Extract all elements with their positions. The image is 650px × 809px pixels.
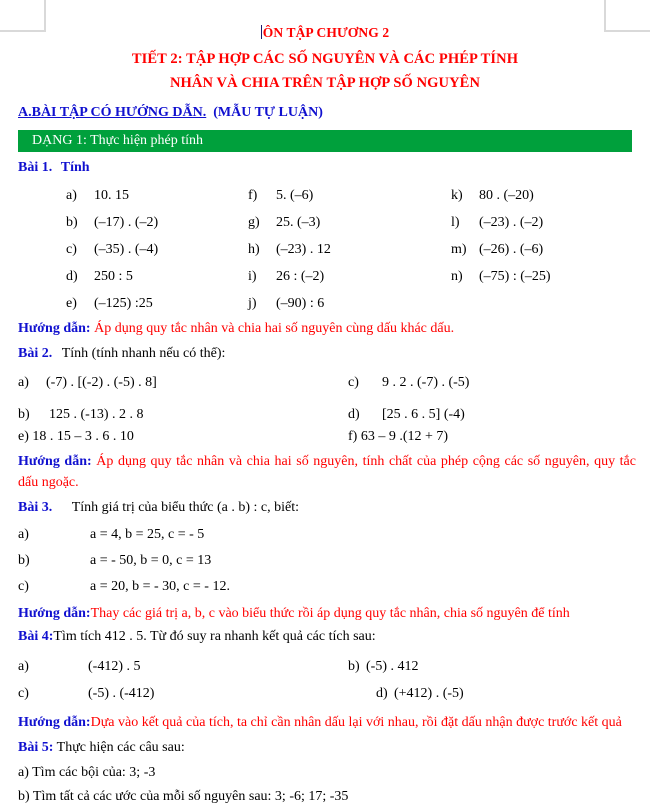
bai1-item-a-expr: 10. 15 bbox=[94, 188, 129, 203]
bai3-label: Bài 3. bbox=[18, 500, 53, 515]
bai1-item-e-label: e) bbox=[66, 296, 77, 311]
bai2-hint-label: Hướng dẫn: bbox=[18, 454, 92, 469]
bai1-item-h-expr: (–23) . 12 bbox=[276, 242, 331, 257]
bai1-item-n-expr: (–75) : (–25) bbox=[479, 269, 551, 284]
bai1-item-j-expr: (–90) : 6 bbox=[276, 296, 325, 311]
bai4-item-c-label: c) bbox=[18, 686, 29, 701]
bai4-item-c bbox=[18, 680, 348, 707]
bai3-hint-text: Thay các giá trị a, b, c vào biểu thức rồi áp dụng quy tắc nhân, chia số nguyên để tính bbox=[90, 606, 570, 621]
bai1-item-m-expr: (–26) . (–6) bbox=[479, 242, 544, 257]
dang-1-banner: DẠNG 1: Thực hiện phép tính bbox=[18, 130, 632, 152]
bai3-item-a-expr: a = 4, b = 25, c = - 5 bbox=[90, 527, 205, 542]
bai4-hint-label: Hướng dẫn: bbox=[18, 715, 91, 730]
bai1-item-a bbox=[18, 182, 236, 209]
bai2-item-c-expr: 9 . 2 . (-7) . (-5) bbox=[382, 375, 470, 390]
bai1-hint bbox=[0, 318, 650, 339]
bai2-item-f: f) 63 – 9 .(12 + 7) bbox=[348, 429, 449, 444]
bai2-hint-text: Áp dụng quy tắc nhân và chia hai số nguyên, tính chất của phép cộng các số nguyên, quy tắc dấu ngoặc. bbox=[18, 454, 636, 490]
bai5-item-b: b) Tìm tất cả các ước của mỗi số nguyên sau: 3; -6; 17; -35 bbox=[18, 789, 349, 804]
bai1-item-f-expr: 5. (–6) bbox=[276, 188, 314, 203]
bai2-item-c bbox=[348, 370, 650, 395]
bai1-item-f-label: f) bbox=[248, 188, 258, 203]
bai3-exercise-list bbox=[0, 522, 650, 600]
bai1-item-h bbox=[236, 236, 451, 263]
bai1-item-k-expr: 80 . (–20) bbox=[479, 188, 534, 203]
bai2-item-a-label: a) bbox=[18, 375, 29, 390]
bai2-item-b-expr: 125 . (-13) . 2 . 8 bbox=[49, 407, 144, 422]
bai4-item-a-expr: (-412) . 5 bbox=[88, 659, 141, 674]
bai3-item-a bbox=[18, 522, 650, 548]
bai1-hint-label: Hướng dẫn: bbox=[18, 321, 91, 336]
bai1-item-n bbox=[451, 263, 650, 290]
bai3-hint-label: Hướng dẫn: bbox=[18, 606, 91, 621]
bai4-exercise-grid bbox=[0, 653, 650, 707]
bai1-item-b-expr: (–17) . (–2) bbox=[94, 215, 159, 230]
bai5-instruction: Thực hiện các câu sau: bbox=[53, 740, 185, 755]
bai4-item-a bbox=[18, 653, 348, 680]
bai4-item-b-expr: (-5) . 412 bbox=[366, 659, 419, 674]
bai2-item-c-label: c) bbox=[348, 375, 359, 390]
bai1-item-l bbox=[451, 209, 650, 236]
bai1-item-d-label: d) bbox=[66, 269, 78, 284]
bai2-item-e: e) 18 . 15 – 3 . 6 . 10 bbox=[18, 429, 134, 444]
bai1-heading bbox=[0, 158, 650, 178]
bai1-item-empty bbox=[451, 290, 650, 317]
bai2-heading bbox=[0, 342, 650, 366]
document-title-line-2: TIẾT 2: TẬP HỢP CÁC SỐ NGUYÊN VÀ CÁC PHÉP TÍNH bbox=[131, 51, 519, 67]
bai2-exercise-grid-3 bbox=[0, 427, 650, 446]
bai1-item-a-label: a) bbox=[66, 188, 77, 203]
bai3-heading bbox=[0, 495, 650, 521]
bai4-item-d-label: d) bbox=[376, 686, 388, 701]
bai1-item-c-expr: (–35) . (–4) bbox=[94, 242, 159, 257]
bai3-item-c-label: c) bbox=[18, 579, 29, 594]
bai4-label: Bài 4: bbox=[18, 629, 54, 644]
bai3-item-b-expr: a = - 50, b = 0, c = 13 bbox=[90, 553, 212, 568]
bai3-item-b bbox=[18, 548, 650, 574]
bai1-item-h-label: h) bbox=[248, 242, 260, 257]
bai1-item-b-label: b) bbox=[66, 215, 78, 230]
bai4-heading bbox=[0, 625, 650, 649]
bai1-item-e-expr: (–125) :25 bbox=[94, 296, 153, 311]
bai3-item-a-label: a) bbox=[18, 527, 29, 542]
section-a-heading-suffix: (MẪU TỰ LUẬN) bbox=[213, 105, 323, 120]
bai1-item-d bbox=[18, 263, 236, 290]
bai4-item-d bbox=[348, 680, 650, 707]
bai2-exercise-grid-2 bbox=[0, 402, 650, 427]
section-a-heading-underlined: A.BÀI TẬP CÓ HƯỚNG DẪN. bbox=[18, 105, 207, 120]
bai5-label: Bài 5: bbox=[18, 740, 54, 755]
bai2-exercise-grid bbox=[0, 370, 650, 395]
bai5-heading bbox=[0, 735, 650, 761]
bai1-hint-text: Áp dụng quy tắc nhân và chia hai số nguyên cùng dấu khác dấu. bbox=[90, 321, 455, 336]
bai1-item-l-expr: (–23) . (–2) bbox=[479, 215, 544, 230]
bai1-label: Bài 1. bbox=[18, 160, 53, 175]
bai1-item-i-expr: 26 : (–2) bbox=[276, 269, 325, 284]
bai1-item-j bbox=[236, 290, 451, 317]
bai4-item-a-label: a) bbox=[18, 659, 29, 674]
document-title-line-3: NHÂN VÀ CHIA TRÊN TẬP HỢP SỐ NGUYÊN bbox=[169, 75, 481, 91]
bai2-item-b bbox=[18, 402, 348, 427]
bai4-hint bbox=[0, 712, 650, 733]
bai1-item-f bbox=[236, 182, 451, 209]
section-a-heading bbox=[0, 103, 650, 123]
bai1-item-k-label: k) bbox=[451, 188, 463, 203]
bai1-item-m bbox=[451, 236, 650, 263]
bai1-item-g-label: g) bbox=[248, 215, 260, 230]
bai2-label: Bài 2. bbox=[18, 346, 53, 361]
document-title-line-1 bbox=[0, 0, 650, 44]
bai1-item-g bbox=[236, 209, 451, 236]
bai2-instruction: Tính (tính nhanh nếu có thể): bbox=[61, 346, 226, 361]
bai1-item-d-expr: 250 : 5 bbox=[94, 269, 133, 284]
bai4-item-c-expr: (-5) . (-412) bbox=[88, 686, 155, 701]
bai1-item-e bbox=[18, 290, 236, 317]
bai1-item-l-label: l) bbox=[451, 215, 460, 230]
bai1-item-j-label: j) bbox=[248, 296, 257, 311]
bai1-instruction: Tính bbox=[60, 160, 90, 175]
bai1-item-g-expr: 25. (–3) bbox=[276, 215, 321, 230]
bai1-item-b bbox=[18, 209, 236, 236]
bai2-item-a-expr: (-7) . [(-2) . (-5) . 8] bbox=[46, 375, 157, 390]
bai2-item-b-label: b) bbox=[18, 407, 30, 422]
bai1-item-c bbox=[18, 236, 236, 263]
bai1-item-m-label: m) bbox=[451, 242, 467, 257]
bai3-instruction: Tính giá trị của biểu thức (a . b) : c, biết: bbox=[71, 500, 299, 515]
bai2-item-d-label: d) bbox=[348, 407, 360, 422]
bai1-item-i-label: i) bbox=[248, 269, 257, 284]
bai5-item-a: a) Tìm các bội của: 3; -3 bbox=[18, 765, 156, 780]
bai1-item-n-label: n) bbox=[451, 269, 463, 284]
bai4-item-d-expr: (+412) . (-5) bbox=[394, 686, 464, 701]
bai1-exercise-grid bbox=[0, 182, 650, 317]
bai1-item-i bbox=[236, 263, 451, 290]
text-caret bbox=[261, 25, 262, 39]
bai3-item-c-expr: a = 20, b = - 30, c = - 12. bbox=[90, 579, 230, 594]
bai4-item-b-label: b) bbox=[348, 659, 360, 674]
bai4-instruction: Tìm tích 412 . 5. Từ đó suy ra nhanh kết quả các tích sau: bbox=[53, 629, 376, 644]
bai3-item-b-label: b) bbox=[18, 553, 30, 568]
document-title-line-1-text: ÔN TẬP CHƯƠNG 2 bbox=[262, 25, 390, 40]
bai3-item-c bbox=[18, 574, 650, 600]
bai2-item-d bbox=[348, 402, 650, 427]
bai2-item-a bbox=[18, 370, 348, 395]
bai2-hint bbox=[0, 451, 650, 493]
bai1-item-c-label: c) bbox=[66, 242, 77, 257]
bai1-item-k bbox=[451, 182, 650, 209]
bai2-item-d-expr: [25 . 6 . 5] (-4) bbox=[382, 407, 465, 422]
bai3-hint bbox=[0, 603, 650, 624]
bai4-hint-text: Dựa vào kết quả của tích, ta chỉ cần nhân dấu lại với nhau, rồi đặt dấu nhận được trước kết quả bbox=[90, 715, 622, 730]
bai4-item-b bbox=[348, 653, 650, 680]
